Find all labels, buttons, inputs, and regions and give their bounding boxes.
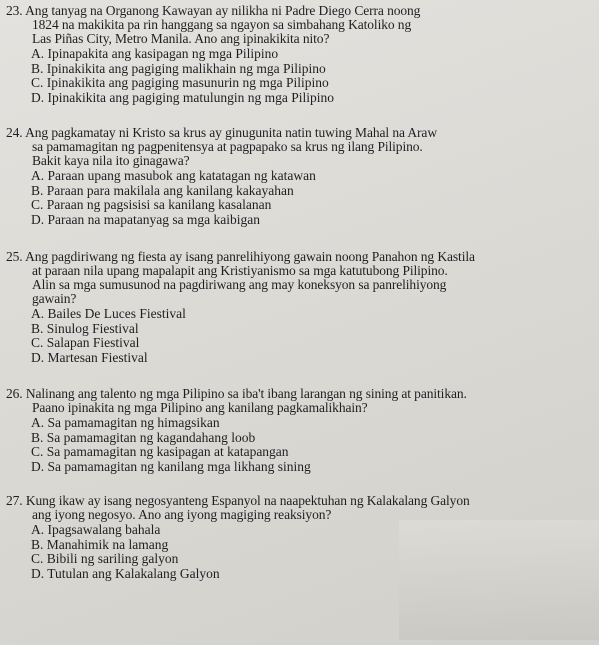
choice-c: [6, 336, 594, 351]
question-line: Las Piñas City, Metro Manila. Ano ang ipinakikita nito?: [32, 31, 330, 46]
question-26-text: [6, 387, 594, 415]
choice-a: [6, 416, 594, 431]
question-23: [6, 4, 594, 105]
question-number: 24.: [6, 125, 23, 140]
choice-list: [6, 416, 594, 474]
choice-text: Sa pamamagitan ng himagsikan: [47, 415, 220, 430]
choice-text: Ipagsawalang bahala: [47, 522, 161, 537]
choice-list: [6, 47, 594, 105]
question-number: 25.: [6, 249, 23, 264]
question-25: [6, 250, 594, 365]
question-line: Alin sa mga sumusunod na pagdiriwang ang may koneksyon sa panrelihiyong: [32, 277, 447, 292]
choice-letter: B.: [31, 429, 44, 445]
choice-a: [6, 47, 594, 62]
choice-letter: D.: [31, 349, 45, 365]
choice-text: Paraan ng pagsisisi sa kanilang kasalanan: [46, 197, 272, 212]
choice-letter: D.: [31, 458, 45, 474]
choice-text: Bailes De Luces Fiestival: [47, 306, 186, 321]
choice-letter: B.: [31, 536, 44, 552]
choice-letter: C.: [31, 75, 44, 90]
choice-list: [6, 307, 594, 365]
question-number: 26.: [6, 386, 23, 401]
question-line: sa pamamagitan ng pagpenitensya at pagpapako sa krus ng ilang Pilipino.: [32, 139, 423, 154]
question-line: gawain?: [32, 291, 77, 306]
choice-text: Tutulan ang Kalakalang Galyon: [47, 565, 220, 581]
choice-text: Paraan na mapatanyag sa mga kaibigan: [47, 211, 261, 227]
page-show-through: [399, 520, 599, 640]
choice-text: Ipinakikita ang pagiging masunurin ng mga Pilipino: [46, 75, 329, 90]
question-26: [6, 387, 594, 474]
choice-d: [6, 91, 594, 106]
choice-letter: A.: [31, 522, 45, 537]
choice-text: Ipinakikita ang pagiging matulungin ng mga Pilipino: [47, 89, 334, 105]
choice-list: [6, 169, 594, 227]
choice-d: [6, 213, 594, 228]
choice-text: Ipinakikita ang pagiging malikhain ng mga Pilipino: [46, 60, 326, 76]
choice-b: [6, 62, 594, 77]
question-number: 27.: [6, 493, 23, 508]
choice-letter: B.: [31, 60, 44, 76]
choice-b: [6, 322, 594, 337]
question-line: Nalinang ang talento ng mga Pilipino sa iba't ibang larangan ng sining at panitikan.: [25, 386, 467, 401]
choice-text: Manahimik na lamang: [46, 536, 169, 552]
choice-text: Sa pamamagitan ng kasipagan at katapangan: [46, 444, 289, 459]
choice-c: [6, 445, 594, 460]
choice-text: Sa pamamagitan ng kagandahang loob: [46, 429, 256, 445]
choice-text: Bibili ng sariling galyon: [46, 551, 179, 566]
choice-text: Sinulog Fiestival: [46, 320, 139, 336]
choice-text: Paraan upang masubok ang katatagan ng katawan: [47, 168, 316, 183]
choice-letter: C.: [31, 197, 44, 212]
choice-text: Salapan Fiestival: [46, 335, 140, 350]
choice-letter: A.: [31, 415, 45, 430]
choice-letter: B.: [31, 320, 44, 336]
choice-letter: A.: [31, 168, 45, 183]
question-24: [6, 126, 594, 227]
question-line: Ang pagkamatay ni Kristo sa krus ay ginugunita natin tuwing Mahal na Araw: [25, 125, 437, 140]
choice-letter: A.: [31, 306, 45, 321]
question-line: at paraan nila upang mapalapit ang Kristiyanismo sa mga katutubong Pilipino.: [32, 263, 448, 278]
choice-letter: B.: [31, 182, 44, 198]
question-24-text: [6, 126, 594, 168]
choice-b: [6, 431, 594, 446]
question-25-text: [6, 250, 594, 306]
choice-letter: C.: [31, 335, 44, 350]
choice-text: Ipinapakita ang kasipagan ng mga Pilipino: [47, 46, 279, 61]
question-number: 23.: [6, 3, 23, 18]
choice-c: [6, 198, 594, 213]
question-line: Bakit kaya nila ito ginagawa?: [32, 153, 190, 168]
choice-letter: D.: [31, 211, 45, 227]
choice-letter: A.: [31, 46, 45, 61]
question-line: Kung ikaw ay isang negosyanteng Espanyol na naapektuhan ng Kalakalang Galyon: [25, 493, 470, 508]
choice-letter: D.: [31, 89, 45, 105]
choice-letter: C.: [31, 444, 44, 459]
question-23-text: [6, 4, 594, 46]
choice-a: [6, 169, 594, 184]
choice-a: [6, 307, 594, 322]
choice-text: Sa pamamagitan ng kanilang mga likhang sining: [47, 458, 311, 474]
question-line: Paano ipinakita ng mga Pilipino ang kanilang pagkamalikhain?: [32, 400, 368, 415]
choice-letter: D.: [31, 565, 45, 581]
question-line: 1824 na makikita pa rin hanggang sa ngayon sa simbahang Katoliko ng: [32, 17, 412, 32]
choice-d: [6, 351, 594, 366]
choice-c: [6, 76, 594, 91]
choice-text: Martesan Fiestival: [47, 349, 148, 365]
question-line: Ang tanyag na Organong Kawayan ay nilikha ni Padre Diego Cerra noong: [25, 3, 421, 18]
question-27-text: [6, 494, 594, 522]
question-line: ang iyong negosyo. Ano ang iyong magiging reaksiyon?: [32, 507, 332, 522]
choice-letter: C.: [31, 551, 44, 566]
question-line: Ang pagdiriwang ng fiesta ay isang panrelihiyong gawain noong Panahon ng Kastila: [25, 249, 475, 264]
choice-text: Paraan para makilala ang kanilang kakayahan: [46, 182, 294, 198]
choice-b: [6, 184, 594, 199]
choice-d: [6, 460, 594, 475]
